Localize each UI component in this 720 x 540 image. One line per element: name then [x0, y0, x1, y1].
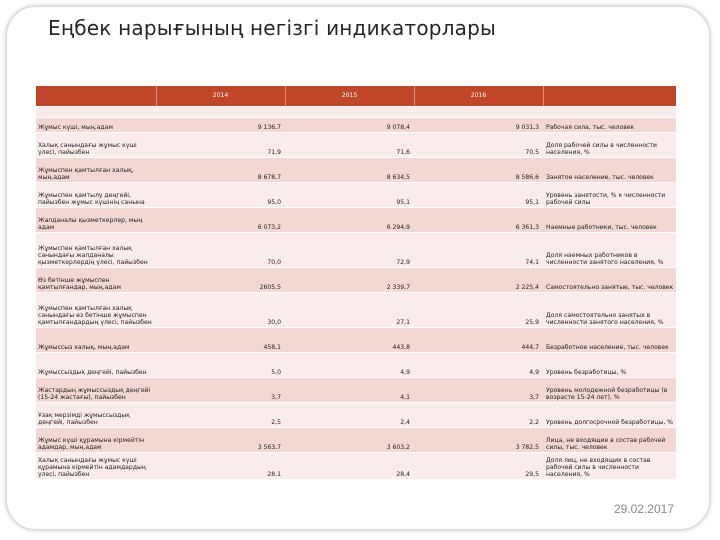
cell-2014: 458,1	[156, 328, 285, 353]
cell-2015: 71,6	[285, 133, 414, 158]
table-row	[36, 158, 676, 183]
cell-2016: 95,1	[414, 183, 543, 208]
header-cell-2014: 2014	[156, 86, 285, 107]
cell-2014: 70,0	[156, 233, 285, 268]
cell-2015: 9 078,4	[285, 118, 414, 133]
cell-ru: Самостоятельно занятые, тыс. человек	[543, 268, 676, 293]
cell-2014: 2,5	[156, 403, 285, 428]
cell-ru: Доля рабочей силы в численности населения, %	[543, 133, 676, 158]
cell-2014: 30,0	[156, 293, 285, 328]
cell-2015: 95,1	[285, 183, 414, 208]
cell-2014: 9 136,7	[156, 118, 285, 133]
table-row	[36, 208, 676, 233]
cell-ru: Наемные работники, тыс. человек	[543, 208, 676, 233]
table-row	[36, 133, 676, 158]
cell-ru: Уровень долгосрочной безработицы, %	[543, 403, 676, 428]
cell-2014: 3 563,7	[156, 428, 285, 453]
cell-ru: Безработное население, тыс. человек	[543, 328, 676, 353]
header-cell-2015: 2015	[285, 86, 414, 107]
table-row	[36, 353, 676, 378]
cell-2015: 2,4	[285, 403, 414, 428]
cell-kk: Жұмыс күші құрамына кірмейтін адамдар, мың.адам	[36, 428, 156, 453]
cell-ru: Уровень занятости, % к численности рабочей силы	[543, 183, 676, 208]
table-row	[36, 403, 676, 428]
cell-2016: 74,1	[414, 233, 543, 268]
header-cell-2016: 2016	[414, 86, 543, 107]
table-row	[36, 233, 676, 268]
slide-title: Еңбек нарығының негізгі индикаторлары	[48, 16, 497, 40]
cell-kk: Халық санындағы жұмыс күші құрамына кірмейтін адамдардың үлесі, пайызбен	[36, 453, 156, 480]
cell-kk: Жұмыс күші, мың.адам	[36, 118, 156, 133]
cell-2015: 3 603,2	[285, 428, 414, 453]
cell-2015: 72,9	[285, 233, 414, 268]
cell-2014: 3,7	[156, 378, 285, 403]
cell-ru: Доля лиц, не входящих в состав рабочей силы в численности населения, %	[543, 453, 676, 480]
cell-kk: Жастардың жұмыссыздық деңгейі (15-24 жастағы), пайызбен	[36, 378, 156, 403]
cell-2015: 28,4	[285, 453, 414, 480]
cell-2016: 8 586,6	[414, 158, 543, 183]
table-row	[36, 118, 676, 133]
cell-2015: 443,8	[285, 328, 414, 353]
cell-2016: 3 782,5	[414, 428, 543, 453]
table-row	[36, 183, 676, 208]
cell-kk: Жұмыспен қамтылған халық санындағы өз бетінше жұмыспен қамтылғандардың үлесі, пайызбен	[36, 293, 156, 328]
cell-2014: 2605,5	[156, 268, 285, 293]
cell-2016: 29,5	[414, 453, 543, 480]
cell-ru: Доля наемных работников в численности занятого населения, %	[543, 233, 676, 268]
cell-kk: Ұзақ мерзімді жұмыссыздық деңгейі, пайызбен	[36, 403, 156, 428]
cell-ru: Уровень молодежной безработицы (в возрасте 15-24 лет), %	[543, 378, 676, 403]
table-row	[36, 328, 676, 353]
cell-kk: Жұмыспен қамтылған халық, мың.адам	[36, 158, 156, 183]
cell-kk: Жұмыспен қамтылу деңгейі, пайызбен жұмыс күшінің санына	[36, 183, 156, 208]
cell-2016: 70,5	[414, 133, 543, 158]
cell-ru: Лица, не входящие в состав рабочей силы, тыс. человек	[543, 428, 676, 453]
cell-2016: 3,7	[414, 378, 543, 403]
table-spacer-row	[36, 107, 676, 118]
cell-2014: 8 678,7	[156, 158, 285, 183]
cell-2016: 2,2	[414, 403, 543, 428]
indicators-table	[36, 86, 676, 480]
table-row	[36, 268, 676, 293]
cell-2016: 6 361,3	[414, 208, 543, 233]
cell-2016: 9 031,3	[414, 118, 543, 133]
header-cell-description	[543, 86, 676, 107]
table-row	[36, 378, 676, 403]
cell-ru: Доля самостоятельно занятых в численности занятого населения, %	[543, 293, 676, 328]
cell-2016: 4,9	[414, 353, 543, 378]
cell-ru: Рабочая сила, тыс. человек	[543, 118, 676, 133]
table-body	[36, 86, 676, 480]
cell-2015: 6 294,9	[285, 208, 414, 233]
cell-kk: Жұмыссыз халық, мың.адам	[36, 328, 156, 353]
cell-2015: 8 634,5	[285, 158, 414, 183]
cell-2014: 6 073,2	[156, 208, 285, 233]
slide-date: 29.02.2017	[613, 502, 674, 516]
cell-2015: 4,1	[285, 378, 414, 403]
cell-2014: 95,0	[156, 183, 285, 208]
cell-2014: 5,0	[156, 353, 285, 378]
cell-2015: 27,1	[285, 293, 414, 328]
cell-kk: Жұмыссыздық деңгейі, пайызбен	[36, 353, 156, 378]
header-cell-indicator	[36, 86, 156, 107]
table-row	[36, 293, 676, 328]
cell-2015: 4,9	[285, 353, 414, 378]
cell-ru: Уровень безработицы, %	[543, 353, 676, 378]
table-header-row	[36, 86, 676, 107]
cell-kk: Жұмыспен қамтылған халық санындағы жалданалы қызметкерлердің үлесі, пайызбен	[36, 233, 156, 268]
cell-ru: Занятое население, тыс. человек	[543, 158, 676, 183]
cell-2016: 2 225,4	[414, 268, 543, 293]
cell-2014: 28,1	[156, 453, 285, 480]
cell-kk: Халық санындағы жұмыс күші үлесі, пайызбен	[36, 133, 156, 158]
cell-2014: 71,9	[156, 133, 285, 158]
table-row	[36, 428, 676, 453]
cell-2016: 25,9	[414, 293, 543, 328]
cell-kk: Өз бетінше жұмыспен қамтылғандар, мың.адам	[36, 268, 156, 293]
cell-2015: 2 339,7	[285, 268, 414, 293]
cell-kk: Жалданалы қызметкерлер, мың адам	[36, 208, 156, 233]
table-row	[36, 453, 676, 480]
cell-2016: 444,7	[414, 328, 543, 353]
